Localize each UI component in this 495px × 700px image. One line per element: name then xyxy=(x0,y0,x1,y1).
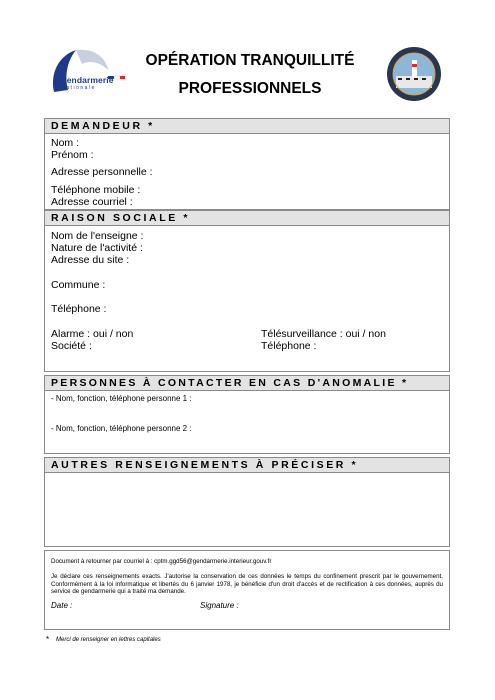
societe-field[interactable]: Société : xyxy=(51,340,92,352)
demandeur-heading: DEMANDEUR * xyxy=(45,119,449,134)
activite-field[interactable]: Nature de l'activité : xyxy=(51,242,143,254)
commune-field[interactable]: Commune : xyxy=(51,279,106,291)
nom-field[interactable]: Nom : xyxy=(51,137,80,149)
autres-section xyxy=(44,457,450,547)
date-field[interactable]: Date : xyxy=(51,601,73,610)
signature-field[interactable]: Signature : xyxy=(200,601,239,610)
return-instructions: Document à retourner par courriel à : cptm.ggd56@gendarmerie.interieur.gouv.fr xyxy=(51,558,272,565)
demandeur-section xyxy=(44,118,450,210)
enseigne-field[interactable]: Nom de l'enseigne : xyxy=(51,230,144,242)
note-text: Merci de renseigner en lettres capitales xyxy=(56,637,161,643)
tel-mobile-field[interactable]: Téléphone mobile : xyxy=(51,184,141,196)
autres-text-area[interactable] xyxy=(45,473,449,546)
declaration-box xyxy=(44,550,450,630)
raison-sociale-heading: RAISON SOCIALE * xyxy=(45,211,449,226)
adresse-field[interactable]: Adresse personnelle : xyxy=(51,166,153,178)
telephone-2-field[interactable]: Téléphone : xyxy=(261,340,317,352)
unit-emblem xyxy=(386,46,442,102)
contacts-section xyxy=(44,375,450,454)
courriel-field[interactable]: Adresse courriel : xyxy=(51,196,133,208)
adresse-site-field[interactable]: Adresse du site : xyxy=(51,254,130,266)
alarme-field[interactable]: Alarme : oui / non xyxy=(51,328,134,340)
logo-subtext: nationale xyxy=(62,85,96,91)
title-line-2: PROFESSIONNELS xyxy=(178,80,322,97)
telephone-field[interactable]: Téléphone : xyxy=(51,303,107,315)
logo-text: Gendarmerie xyxy=(60,75,114,85)
raison-sociale-section xyxy=(44,210,450,372)
contacts-heading: PERSONNES À CONTACTER EN CAS D'ANOMALIE * xyxy=(45,376,449,391)
note-star: * xyxy=(46,635,50,644)
declaration-text: Je déclare ces renseignements exacts. J'autorise la conservation de ces données le temps du confinement prescrit par le gouvernement. Conformément à la loi informatique et libertés du 6 janvier 1978, je bénéficie d'un droit d'accès et de rectification à ces données, auprès du service de gendarmerie qui a traité ma demande. xyxy=(51,573,443,596)
emblem-icon xyxy=(386,46,442,102)
prenom-field[interactable]: Prénom : xyxy=(51,149,94,161)
autres-heading: AUTRES RENSEIGNEMENTS À PRÉCISER * xyxy=(45,458,449,473)
telesurveillance-field[interactable]: Télésurveillance : oui / non xyxy=(261,328,386,340)
contact-person-2-field[interactable]: - Nom, fonction, téléphone personne 2 : xyxy=(51,424,192,433)
contact-person-1-field[interactable]: - Nom, fonction, téléphone personne 1 : xyxy=(51,394,192,403)
title-line-1: OPÉRATION TRANQUILLITÉ xyxy=(145,52,355,69)
